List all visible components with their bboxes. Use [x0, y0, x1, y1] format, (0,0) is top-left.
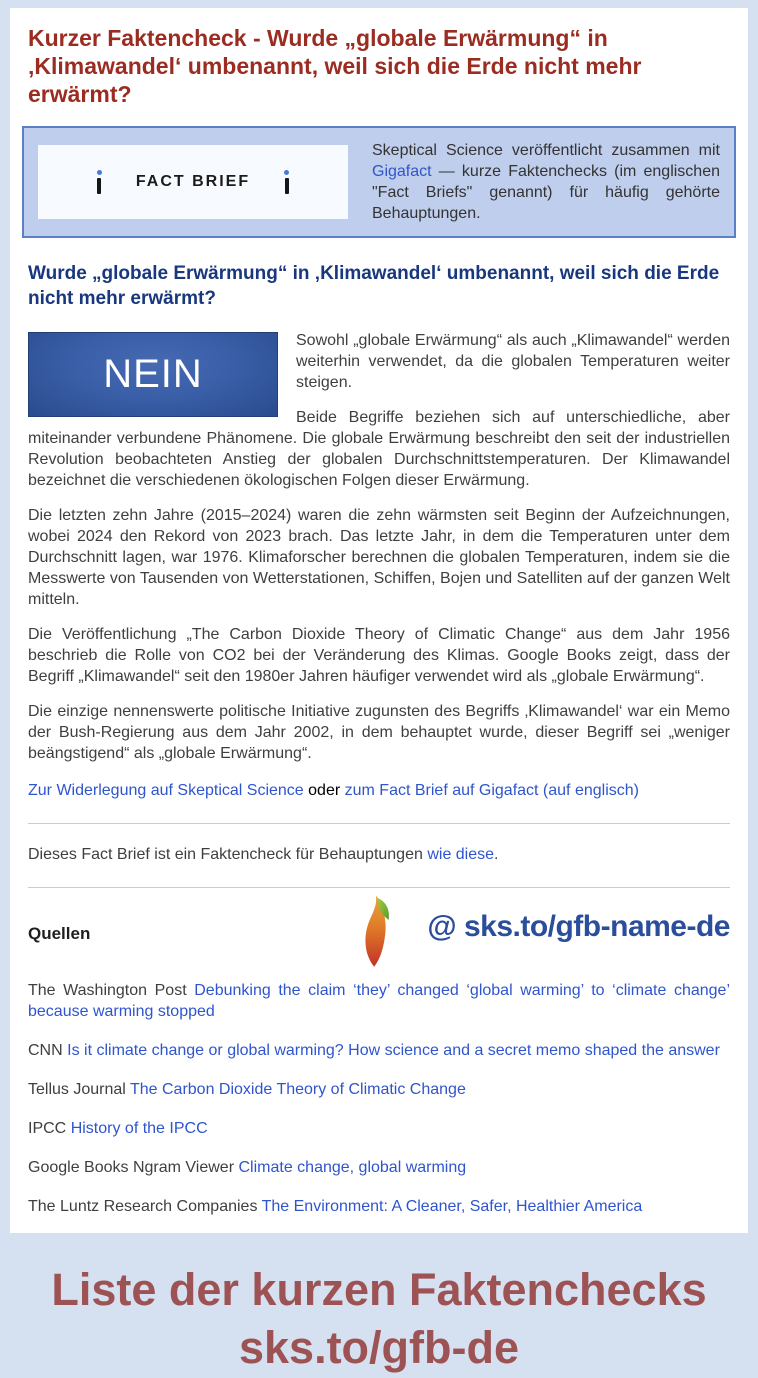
page: [0, 8, 758, 1374]
divider: [28, 887, 730, 888]
source-item: [28, 980, 730, 1022]
footer-line2: sks.to/gfb-de: [238, 1322, 520, 1374]
fact-brief-i-icon: [97, 170, 102, 194]
source-name: Google Books Ngram Viewer: [28, 1158, 235, 1176]
inline-link[interactable]: Gigafact: [372, 163, 432, 181]
fact-brief-i-icon: [284, 170, 289, 194]
source-name: The Luntz Research Companies: [28, 1197, 258, 1215]
fact-brief-logo: [38, 145, 348, 219]
fact-brief-banner: [22, 126, 736, 238]
source-item: [28, 1157, 730, 1178]
inline-text: .: [494, 845, 499, 863]
paragraph: Sowohl „globale Erwärmung“ als auch „Klimawandel“ werden weiterhin verwendet, da die globalen Temperaturen weiter steigen.: [296, 331, 730, 391]
paragraph: Die Veröffentlichung „The Carbon Dioxide Theory of Climatic Change“ aus dem Jahr 1956 beschrieb die Rolle von CO2 bei der Veränderung des Klimas. Google Books zeigt, dass der Begriff „Klimawandel“ seit den 1980er Jahren häufiger verwendet wird als „globale Erwärmung“.: [28, 625, 730, 685]
skeptical-science-flame-icon: [358, 894, 392, 973]
source-name: The Washington Post: [28, 981, 187, 999]
sources-heading: Quellen: [28, 923, 91, 943]
sources-list: [28, 980, 730, 1217]
inline-text: — kurze Faktenchecks (im englischen "Fact Briefs" genannt) für häufig gehörte Behauptungen.: [372, 163, 720, 223]
source-link[interactable]: The Environment: A Cleaner, Safer, Healthier America: [261, 1197, 643, 1215]
source-link[interactable]: Is it climate change or global warming? How science and a secret memo shaped the answer: [67, 1041, 720, 1059]
source-item: [28, 1040, 730, 1061]
paragraph: Die letzten zehn Jahre (2015–2024) waren die zehn wärmsten seit Beginn der Aufzeichnungen, wobei 2024 den Rekord von 2023 brach. Das letzte Jahr, in dem die Temperaturen unter dem Durchschnitt lagen, war 1976. Klimaforscher berechnen die globalen Temperaturen, indem sie die Messwerte von Tausenden von Wetterstationen, Schiffen, Bojen und Satelliten auf der ganzen Welt mitteln.: [28, 506, 730, 608]
paragraph: Beide Begriffe beziehen sich auf unterschiedliche, aber miteinander verbundene Phänomene. Die globale Erwärmung beschreibt den seit der industriellen Revolution beobachteten Anstieg der globalen Durchschnittstemperaturen. Der Klimawandel bezeichnet die verschiedenen ökologischen Folgen dieser Erwärmung.: [28, 408, 730, 489]
inline-text: Skeptical Science veröffentlicht zusammen mit: [372, 142, 720, 160]
inline-link[interactable]: Zur Widerlegung auf Skeptical Science: [28, 781, 304, 799]
source-item: [28, 1196, 730, 1217]
verdict-label: NEIN: [103, 351, 203, 396]
source-link[interactable]: Debunking the claim ‘they’ changed ‘global warming’ to ‘climate change’ because warming stopped: [28, 981, 731, 1020]
question-heading: Wurde „globale Erwärmung“ in ‚Klimawandel‘ umbenannt, weil sich die Erde nicht mehr erwärmt?: [28, 263, 720, 309]
footer-banner: [0, 1261, 758, 1378]
source-name: IPCC: [28, 1119, 67, 1137]
claim-check-line: [28, 844, 730, 865]
source-item: [28, 1118, 730, 1139]
source-link[interactable]: Climate change, global warming: [238, 1158, 467, 1176]
fact-brief-description: [372, 140, 720, 224]
verdict-image: [28, 332, 278, 417]
divider: [28, 823, 730, 824]
inline-link[interactable]: zum Fact Brief auf Gigafact (auf englisch): [344, 781, 639, 799]
source-item: [28, 1079, 730, 1100]
paragraph: Die einzige nennenswerte politische Initiative zugunsten des Begriffs ‚Klimawandel‘ war ein Memo der Bush-Regierung aus dem Jahr 2002, in dem behauptet wurde, dieser Begriff sei „weniger beängstigend“ als „globale Erwärmung“.: [28, 702, 730, 762]
source-link[interactable]: The Carbon Dioxide Theory of Climatic Change: [129, 1080, 466, 1098]
fact-check-card: [10, 8, 748, 1233]
inline-link[interactable]: wie diese: [427, 845, 495, 863]
page-title: Kurzer Faktencheck - Wurde „globale Erwärmung“ in ‚Klimawandel‘ umbenannt, weil sich die Erde nicht mehr erwärmt?: [28, 25, 642, 108]
answer-section: [28, 330, 730, 764]
sources-header-row: [28, 910, 730, 962]
sources-badge: @ sks.to/gfb-name-de: [427, 909, 730, 943]
source-name: CNN: [28, 1041, 63, 1059]
inline-text: Dieses Fact Brief ist ein Faktencheck für Behauptungen: [28, 845, 428, 863]
rebuttal-links-line: [28, 780, 730, 801]
fact-brief-logo-label: FACT BRIEF: [135, 173, 251, 191]
inline-text: oder: [303, 781, 345, 799]
footer-line1: Liste der kurzen Faktenchecks: [51, 1263, 707, 1315]
source-name: Tellus Journal: [28, 1080, 126, 1098]
source-link[interactable]: History of the IPCC: [70, 1119, 208, 1137]
